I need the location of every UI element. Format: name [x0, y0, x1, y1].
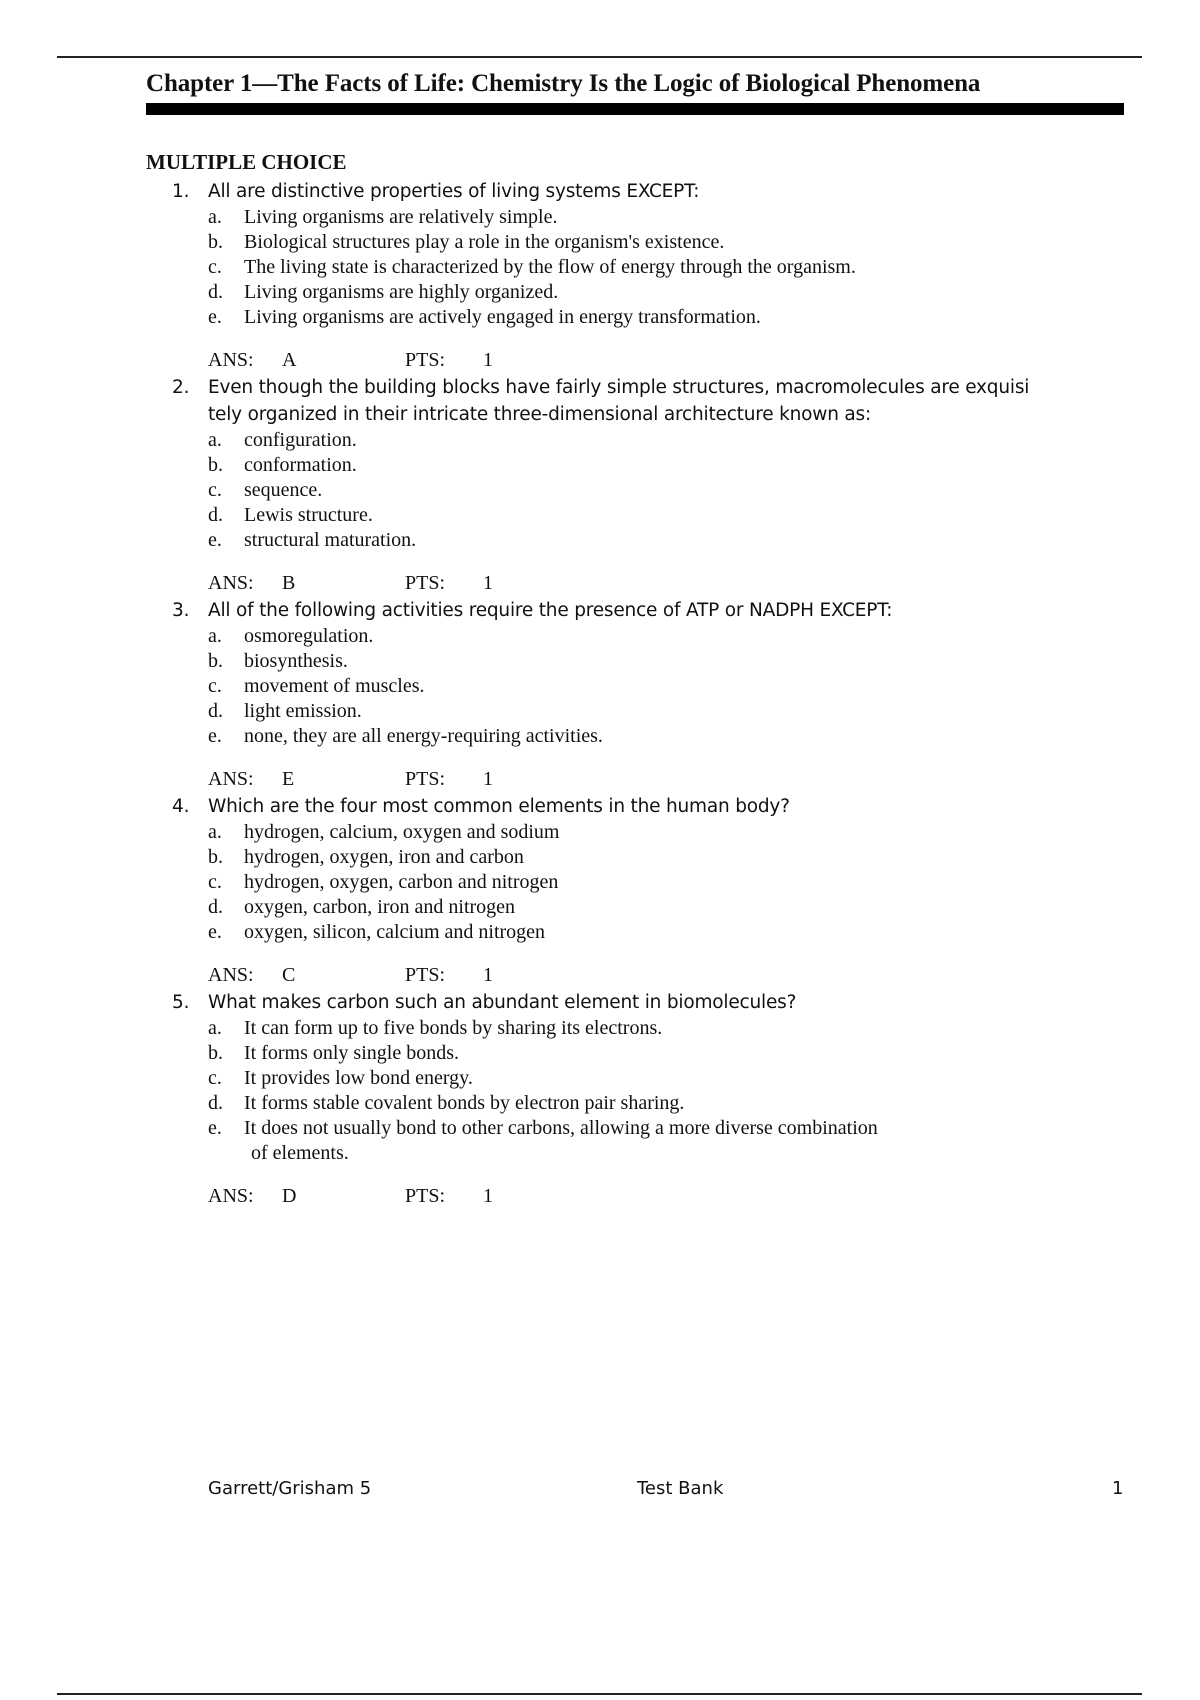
option-text: structural maturation.: [244, 529, 417, 551]
ans-label: ANS:: [208, 768, 254, 790]
option-text: The living state is characterized by the flow of energy through the organism.: [244, 256, 856, 278]
option-letter: a.: [208, 1017, 222, 1039]
question-text: Which are the four most common elements in the human body?: [208, 796, 790, 817]
ans-label: ANS:: [208, 964, 254, 986]
option-letter: d.: [208, 504, 223, 526]
option-letter: d.: [208, 1092, 223, 1114]
option-text: sequence.: [244, 479, 323, 501]
option-text: It provides low bond energy.: [244, 1067, 473, 1089]
option-letter: e.: [208, 306, 222, 328]
chapter-title: Chapter 1—The Facts of Life: Chemistry Is the Logic of Biological Phenomena: [146, 70, 981, 97]
option-letter: c.: [208, 479, 222, 501]
option-text: biosynthesis.: [244, 650, 348, 672]
option-text: osmoregulation.: [244, 625, 374, 647]
pts-label: PTS:: [405, 572, 446, 594]
title-underline-bar: [146, 103, 1124, 115]
option-text: of elements.: [251, 1142, 349, 1164]
option-letter: b.: [208, 231, 223, 253]
option-letter: e.: [208, 921, 222, 943]
pts-label: PTS:: [405, 768, 446, 790]
option-letter: b.: [208, 846, 223, 868]
option-text: It can form up to five bonds by sharing its electrons.: [244, 1017, 663, 1039]
pts-value: 1: [483, 964, 493, 986]
option-text: Living organisms are highly organized.: [244, 281, 559, 303]
ans-label: ANS:: [208, 572, 254, 594]
section-heading: MULTIPLE CHOICE: [146, 150, 347, 174]
question-number: 5.: [172, 992, 190, 1013]
ans-value: C: [282, 964, 296, 986]
question-text: tely organized in their intricate three-dimensional architecture known as:: [208, 404, 872, 425]
ans-value: E: [282, 768, 295, 790]
pts-value: 1: [483, 349, 493, 371]
option-text: It forms only single bonds.: [244, 1042, 459, 1064]
option-text: light emission.: [244, 700, 362, 722]
option-text: hydrogen, oxygen, carbon and nitrogen: [244, 871, 559, 893]
option-letter: d.: [208, 896, 223, 918]
option-text: hydrogen, oxygen, iron and carbon: [244, 846, 524, 868]
option-text: none, they are all energy-requiring activities.: [244, 725, 603, 747]
pts-value: 1: [483, 1185, 493, 1207]
question-text: What makes carbon such an abundant element in biomolecules?: [208, 992, 797, 1013]
option-letter: e.: [208, 1117, 222, 1139]
option-letter: a.: [208, 821, 222, 843]
option-text: oxygen, carbon, iron and nitrogen: [244, 896, 516, 918]
ans-label: ANS:: [208, 1185, 254, 1207]
ans-value: D: [282, 1185, 297, 1207]
pts-value: 1: [483, 768, 493, 790]
option-letter: b.: [208, 1042, 223, 1064]
bottom-rule: [57, 1693, 1142, 1695]
option-letter: c.: [208, 675, 222, 697]
option-text: movement of muscles.: [244, 675, 425, 697]
option-letter: c.: [208, 1067, 222, 1089]
question-number: 3.: [172, 600, 190, 621]
ans-value: A: [282, 349, 297, 371]
footer-title: Test Bank: [637, 1478, 724, 1499]
ans-label: ANS:: [208, 349, 254, 371]
question-number: 1.: [172, 181, 190, 202]
option-letter: e.: [208, 529, 222, 551]
ans-value: B: [282, 572, 296, 594]
option-text: conformation.: [244, 454, 357, 476]
option-text: hydrogen, calcium, oxygen and sodium: [244, 821, 560, 843]
top-rule: [57, 56, 1142, 58]
option-letter: a.: [208, 206, 222, 228]
option-text: Living organisms are actively engaged in energy transformation.: [244, 306, 761, 328]
pts-label: PTS:: [405, 349, 446, 371]
question-text: All are distinctive properties of living systems EXCEPT:: [208, 181, 700, 202]
option-letter: b.: [208, 454, 223, 476]
option-letter: a.: [208, 429, 222, 451]
question-number: 2.: [172, 377, 190, 398]
pts-label: PTS:: [405, 1185, 446, 1207]
option-text: Living organisms are relatively simple.: [244, 206, 558, 228]
pts-value: 1: [483, 572, 493, 594]
option-letter: c.: [208, 256, 222, 278]
option-text: configuration.: [244, 429, 357, 451]
footer-author-edition: Garrett/Grisham 5: [208, 1478, 372, 1499]
option-letter: d.: [208, 700, 223, 722]
question-text: Even though the building blocks have fairly simple structures, macromolecules are exquisi: [208, 377, 1030, 398]
option-text: It forms stable covalent bonds by electron pair sharing.: [244, 1092, 685, 1114]
option-letter: e.: [208, 725, 222, 747]
option-letter: c.: [208, 871, 222, 893]
pts-label: PTS:: [405, 964, 446, 986]
option-text: oxygen, silicon, calcium and nitrogen: [244, 921, 546, 943]
question-number: 4.: [172, 796, 190, 817]
option-text: Lewis structure.: [244, 504, 373, 526]
footer-page-number: 1: [1112, 1478, 1124, 1499]
option-text: Biological structures play a role in the organism's existence.: [244, 231, 725, 253]
option-letter: d.: [208, 281, 223, 303]
option-letter: b.: [208, 650, 223, 672]
option-letter: a.: [208, 625, 222, 647]
option-text: It does not usually bond to other carbons, allowing a more diverse combination: [244, 1117, 878, 1139]
question-text: All of the following activities require the presence of ATP or NADPH EXCEPT:: [208, 600, 893, 621]
